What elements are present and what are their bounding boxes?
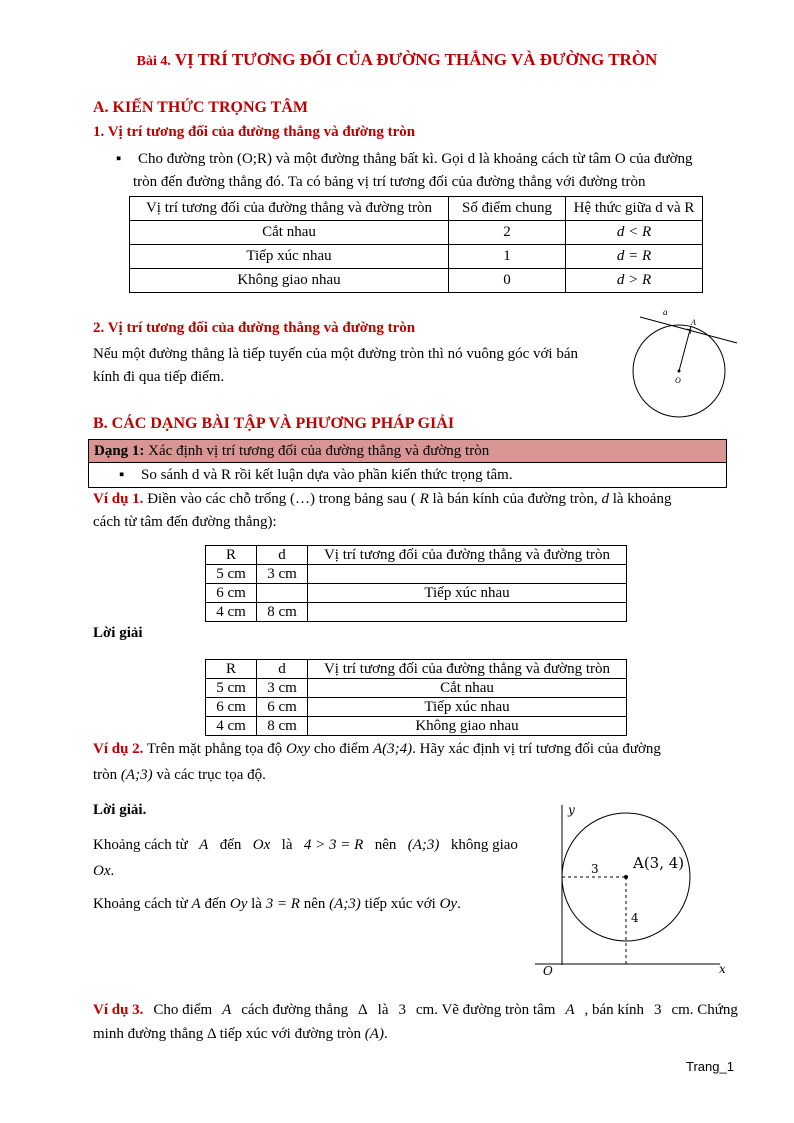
table-cell: d = R (566, 245, 703, 269)
s2-Oy2: Oy (439, 896, 458, 912)
table-row (206, 584, 627, 603)
vd2-line1 (93, 736, 738, 762)
table-cell: d < R (566, 221, 703, 245)
dang1-title-rest: Xác định vị trí tương đối của đường thẳng và đường tròn (144, 443, 490, 459)
vd3-text (93, 998, 738, 1046)
vd3-text-h: tiếp xúc với đường tròn (219, 1026, 362, 1042)
vd1-line2: cách từ tâm đến đường thẳng): (93, 514, 277, 530)
s1-A3: (A;3) (407, 837, 440, 853)
table-cell: 1 (449, 245, 566, 269)
table-cell (257, 584, 308, 603)
center-dot (678, 370, 681, 373)
vd2-circle: (A;3) (120, 767, 153, 783)
table-cell: 6 cm (206, 698, 257, 717)
label-4: 4 (631, 911, 639, 925)
table-cell: 5 cm (206, 565, 257, 584)
table-cell: Không giao nhau (130, 269, 449, 293)
vd2-text-a: Trên mặt phẳng tọa độ (146, 741, 283, 757)
vd2-solution-1 (93, 832, 518, 884)
section-a-bullet (116, 148, 746, 194)
s1-Ox2: Ox (93, 863, 111, 879)
vd2-s1-line2 (93, 858, 518, 884)
bullet-line2: tròn đến đường thẳng đó. Ta có bảng vị trí tương đối của đường thẳng với đường tròn (133, 174, 646, 190)
vd2-text-c: . Hãy xác định vị trí tương đối của đường (412, 741, 661, 757)
table-cell: 2 (449, 221, 566, 245)
table-header-row (206, 660, 627, 679)
vd3-delta: Δ (358, 1002, 368, 1018)
vd1-text (93, 488, 738, 534)
vd3-text-f: cm. Chứng (671, 1002, 738, 1018)
table-header: Vị trí tương đối của đường thẳng và đường tròn (308, 546, 627, 565)
table-cell: 8 cm (257, 603, 308, 622)
table-cell: 8 cm (257, 717, 308, 736)
vd2-text (93, 736, 738, 788)
vd2-point: A(3;4) (373, 741, 413, 757)
section-a-para2 (93, 343, 633, 389)
table-header: R (206, 546, 257, 565)
table-header-row (130, 197, 703, 221)
section-a-heading: A. KIẾN THỨC TRỌNG TÂM (93, 99, 308, 116)
s2-text-b: đến (204, 896, 227, 912)
section-b-heading: B. CÁC DẠNG BÀI TẬP VÀ PHƯƠNG PHÁP GIẢI (93, 415, 455, 432)
table-cell: Tiếp xúc nhau (308, 584, 627, 603)
table-cell: 4 cm (206, 603, 257, 622)
vd3-text-b: cách đường thẳng (241, 1002, 349, 1018)
title-main: VỊ TRÍ TƯƠNG ĐỐI CỦA ĐƯỜNG THẲNG VÀ ĐƯỜNG TRÒN (174, 50, 658, 69)
bullet-line1: Cho đường tròn (O;R) và một đường thẳng bất kì. Gọi d là khoảng cách từ tâm O của đường (138, 151, 693, 167)
s1-text-c: là (281, 837, 293, 853)
vd3-three2: 3 (654, 1002, 662, 1018)
dang1-box (88, 439, 727, 488)
vd2-text-e: và các trục tọa độ. (156, 767, 266, 783)
vd3-label: Ví dụ 3. (93, 1002, 144, 1018)
table-cell: Tiếp xúc nhau (308, 698, 627, 717)
vd3-three: 3 (398, 1002, 406, 1018)
vd1-R: R (419, 491, 429, 507)
table-header: R (206, 660, 257, 679)
vd2-text-d: tròn (93, 767, 118, 783)
table-cell: 0 (449, 269, 566, 293)
point-A-dot (624, 875, 628, 879)
table-header: Vị trí tương đối của đường thẳng và đường tròn (130, 197, 449, 221)
table-cell: 4 cm (206, 717, 257, 736)
vd1-text-c: là khoảng (612, 491, 672, 507)
vd2-solution-2 (93, 891, 533, 917)
vd2-solution-label: Lời giải. (93, 802, 147, 818)
vd2-text-b: cho điểm (313, 741, 370, 757)
s2-text-c: là (251, 896, 262, 912)
table-header: Hệ thức giữa d và R (566, 197, 703, 221)
vd1-label: Ví dụ 1. (93, 491, 144, 507)
dang1-bullet: So sánh d và R rồi kết luận dựa vào phần kiến thức trọng tâm. (141, 467, 513, 483)
vd3-text-g: minh đường thẳng (93, 1026, 204, 1042)
s2-A3: (A;3) (329, 896, 361, 912)
vd2-oxy: Oxy (285, 741, 311, 757)
label-x: x (719, 962, 726, 976)
page-number: Trang_1 (686, 1059, 734, 1074)
table-header-row (206, 546, 627, 565)
vd3-line1 (93, 998, 738, 1022)
dang1-title-bold: Dạng 1: (94, 443, 145, 459)
vd3-A: A (222, 1002, 232, 1018)
vd3-delta2: Δ (206, 1026, 216, 1042)
table-cell (308, 603, 627, 622)
tangent-figure (625, 305, 745, 420)
s2-text-a: Khoảng cách từ (93, 896, 188, 912)
section-a-sub2: 2. Vị trí tương đối của đường thẳng và đường tròn (93, 320, 416, 336)
dang1-row (89, 463, 726, 487)
vd1-d: d (601, 491, 609, 507)
label-y: y (568, 803, 575, 817)
tangent-line (640, 317, 737, 343)
s1-expr: 4 > 3 = R (303, 837, 364, 853)
table-row (206, 698, 627, 717)
s2-dot: . (457, 896, 461, 912)
table-cell: 6 cm (257, 698, 308, 717)
vd3-circleA: (A) (364, 1026, 384, 1042)
s1-Ox: Ox (252, 837, 271, 853)
vd1-line1 (93, 488, 738, 511)
table-row (130, 269, 703, 293)
table-cell: Tiếp xúc nhau (130, 245, 449, 269)
table-cell: d > R (566, 269, 703, 293)
table-row (206, 603, 627, 622)
table-cell: 3 cm (257, 565, 308, 584)
vd3-text-e: , bán kính (584, 1002, 645, 1018)
vd1-text-b: là bán kính của đường tròn, (432, 491, 598, 507)
s1-text-b: đến (219, 837, 242, 853)
vd2-s1-line1 (93, 832, 518, 858)
table-header: Số điểm chung (449, 197, 566, 221)
s2-Oy: Oy (229, 896, 248, 912)
s1-text-e: không giao (450, 837, 518, 853)
radius-line (679, 326, 691, 371)
table-cell: 6 cm (206, 584, 257, 603)
vd2-line2 (93, 762, 738, 788)
label-A: A (691, 318, 696, 327)
coordinate-figure (525, 800, 740, 985)
vd3-text-d: cm. Vẽ đường tròn tâm (415, 1002, 556, 1018)
vd1-solution-table (205, 659, 627, 736)
section-a-sub1: 1. Vị trí tương đối của đường thẳng và đường tròn (93, 124, 416, 140)
label-O: O (675, 376, 681, 385)
page-title (0, 50, 794, 70)
bullet-icon: ▪ (116, 151, 122, 167)
vd3-A2: A (565, 1002, 575, 1018)
table-cell: 5 cm (206, 679, 257, 698)
table-header: d (257, 660, 308, 679)
vd2-label: Ví dụ 2. (93, 741, 144, 757)
dang1-header (89, 440, 726, 463)
bullet-icon: ▪ (119, 467, 125, 483)
table-cell: Cắt nhau (308, 679, 627, 698)
s2-text-e: tiếp xúc với (364, 896, 436, 912)
table-cell: 3 cm (257, 679, 308, 698)
table-row (130, 221, 703, 245)
vd3-text-c: là (377, 1002, 389, 1018)
table-header: d (257, 546, 308, 565)
label-3: 3 (591, 862, 599, 876)
table-row (206, 679, 627, 698)
vd1-text-a: Điền vào các chỗ trống (…) trong bảng sau ( (147, 491, 416, 507)
vd1-table (205, 545, 627, 622)
s1-A: A (199, 837, 209, 853)
table-cell: Không giao nhau (308, 717, 627, 736)
table-header: Vị trí tương đối của đường thẳng và đường tròn (308, 660, 627, 679)
para2-line2: kính đi qua tiếp điểm. (93, 369, 225, 385)
label-O: O (543, 964, 553, 978)
para2-line1: Nếu một đường thẳng là tiếp tuyến của một đường tròn thì nó vuông góc với bán (93, 346, 578, 362)
table-row (206, 565, 627, 584)
s2-A: A (191, 896, 201, 912)
title-prefix: Bài 4. (136, 54, 171, 69)
s2-text-d: nên (303, 896, 326, 912)
vd3-text-i: . (383, 1026, 388, 1042)
vd1-solution-label: Lời giải (93, 625, 143, 641)
label-A34: A(3, 4) (633, 854, 685, 872)
vd3-text-a: Cho điểm (153, 1002, 213, 1018)
s1-text-d: nên (374, 837, 397, 853)
s1-dot: . (110, 863, 115, 879)
table-cell: Cắt nhau (130, 221, 449, 245)
table-row (206, 717, 627, 736)
s2-expr: 3 = R (265, 896, 300, 912)
table-cell (308, 565, 627, 584)
table-row (130, 245, 703, 269)
relative-position-table (129, 196, 703, 293)
s1-text-a: Khoảng cách từ (93, 837, 188, 853)
label-a: a (663, 307, 668, 317)
vd3-line2 (93, 1022, 738, 1046)
